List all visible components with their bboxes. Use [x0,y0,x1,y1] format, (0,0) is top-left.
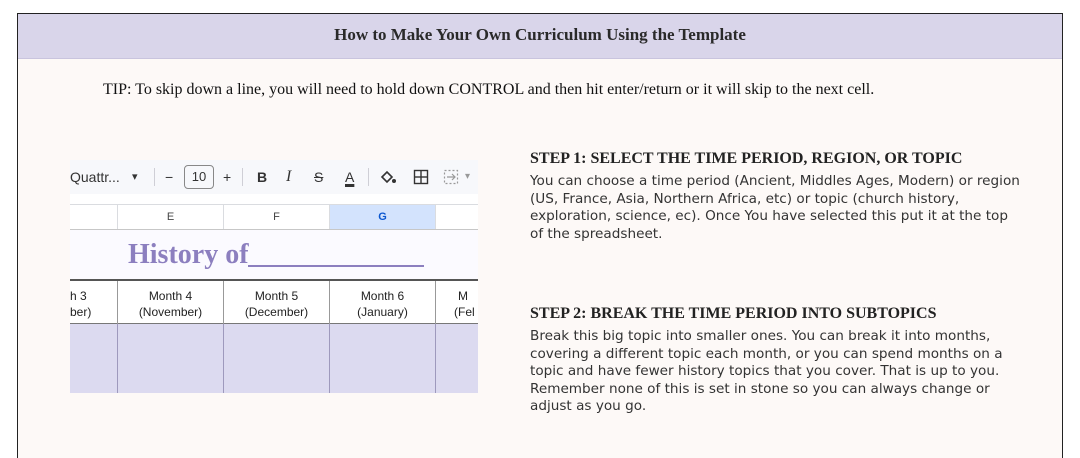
sheet-cell[interactable] [70,324,118,393]
fill-color-icon[interactable] [379,169,397,185]
month-label: Month 5 [254,289,299,303]
column-header[interactable] [436,205,478,229]
tip-text: TIP: To skip down a line, you will need to hold down CONTROL and then hit enter/return or it will skip to the next cell. [103,81,875,98]
month-cell[interactable] [224,281,330,324]
borders-icon[interactable] [413,169,429,185]
month-label: Month 4 [148,289,193,303]
step-2-title: STEP 2: BREAK THE TIME PERIOD INTO SUBTOPICS [530,305,937,322]
month-cell[interactable] [118,281,224,324]
month-name: ber) [70,305,92,319]
decrease-font-size-button[interactable]: − [165,169,174,185]
text-color-button[interactable]: A [345,169,355,185]
step-2-section [530,305,1020,416]
toolbar-divider [154,168,155,186]
font-name-select[interactable]: Quattr... [70,169,120,185]
column-header-f[interactable]: F [224,205,330,229]
curriculum-page [17,13,1063,458]
increase-font-size-button[interactable]: + [223,169,232,185]
sheet-body-row [70,324,478,393]
title-blank-line [248,265,424,267]
spreadsheet-screenshot [70,160,478,393]
strikethrough-button[interactable]: S [314,169,324,185]
sheet-cell[interactable] [118,324,224,393]
month-label: M [458,289,468,303]
history-title: History of [128,239,249,270]
step-2-body: Break this big topic into smaller ones. You can break it into months, covering a different topic each month, or you can spend months on a topic and have fewer history topics that you cover. That is up to you. Remember none of this is set in stone so you can always change or adjust as you go. [530,328,1003,415]
month-cell[interactable] [330,281,436,324]
font-size-input[interactable]: 10 [184,165,214,189]
step-1-section [530,150,1020,243]
month-name: (December) [244,305,309,319]
month-name: (January) [357,305,408,319]
month-name: (Fel [454,305,475,319]
sheet-cell[interactable] [330,324,436,393]
sheet-cell[interactable] [436,324,478,393]
month-cell[interactable] [70,281,118,324]
bold-button[interactable]: B [257,169,268,185]
sheet-toolbar [70,160,478,194]
header-band [18,14,1062,59]
column-header-e[interactable]: E [118,205,224,229]
chevron-down-icon[interactable]: ▾ [132,171,138,183]
sheet-title-row [70,230,478,280]
column-header-row [70,204,478,230]
step-1-title: STEP 1: SELECT THE TIME PERIOD, REGION, OR TOPIC [530,150,963,167]
toolbar-divider [242,168,243,186]
sheet-cell[interactable] [224,324,330,393]
italic-button[interactable]: I [286,168,292,185]
month-label: h 3 [70,289,87,303]
month-cell[interactable] [436,281,478,324]
month-header-row [70,279,478,324]
step-1-body: You can choose a time period (Ancient, Middles Ages, Modern) or region (US, France, Asia, Northern Africa, etc) or topic (church history, exploration, science, ec). Once You have selected this put it at the top of the spreadsheet. [530,173,1020,242]
toolbar-divider [368,168,369,186]
merge-cells-icon[interactable] [443,169,459,185]
month-label: Month 6 [360,289,405,303]
month-name: (November) [138,305,203,319]
column-header-g[interactable]: G [330,205,436,229]
column-header[interactable] [70,205,118,229]
page-title: How to Make Your Own Curriculum Using the Template [334,25,746,44]
chevron-down-icon[interactable]: ▾ [465,171,471,182]
